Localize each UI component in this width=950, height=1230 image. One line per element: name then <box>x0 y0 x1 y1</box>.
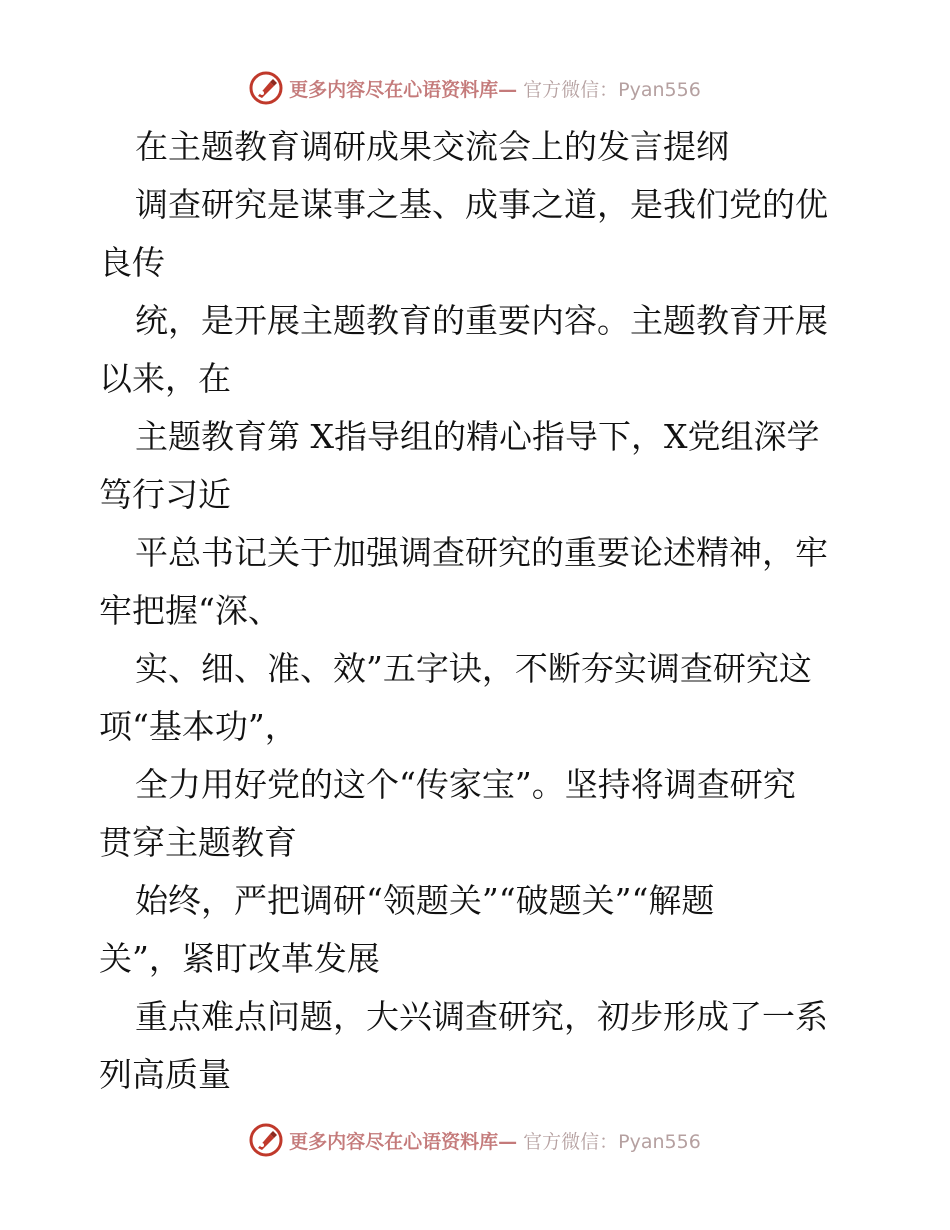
text-line: 重点难点问题，大兴调查研究，初步形成了一系 <box>135 997 828 1036</box>
pen-logo-icon <box>249 1123 283 1157</box>
text-line: 实、细、准、效”五字诀，不断夯实调查研究这 <box>135 649 812 688</box>
text-line: 以来，在 <box>99 359 231 398</box>
document-title: 在主题教育调研成果交流会上的发言提纲 <box>135 127 729 166</box>
text-line: 调查研究是谋事之基、成事之道，是我们党的优 <box>135 185 828 224</box>
text-line: 平总书记关于加强调查研究的重要论述精神，牢 <box>135 533 828 572</box>
header-watermark <box>0 70 950 106</box>
text-line: 全力用好党的这个“传家宝”。坚持将调查研究 <box>135 765 796 804</box>
footer-watermark <box>0 1122 950 1158</box>
text-line: 项“基本功”， <box>99 707 298 746</box>
watermark-wechat: 官方微信：Pyan556 <box>523 1130 701 1153</box>
text-line: 列高质量 <box>99 1055 231 1094</box>
text-line: 良传 <box>99 243 165 282</box>
text-line: 牢把握“深、 <box>99 591 281 630</box>
text-line: 笃行习近 <box>99 475 231 514</box>
text-line: 统，是开展主题教育的重要内容。主题教育开展 <box>135 301 828 340</box>
watermark-wechat: 官方微信：Pyan556 <box>523 78 701 101</box>
text-line: 贯穿主题教育 <box>99 823 297 862</box>
text-line: 始终，严把调研“领题关”“破题关”“解题 <box>135 881 715 920</box>
document-body <box>99 118 851 1104</box>
text-line: 主题教育第 X指导组的精心指导下，X党组深学 <box>135 417 820 456</box>
watermark-text: 更多内容尽在心语资料库— <box>289 78 518 101</box>
watermark-text: 更多内容尽在心语资料库— <box>289 1130 518 1153</box>
text-line: 关”，紧盯改革发展 <box>99 939 380 978</box>
pen-logo-icon <box>249 71 283 105</box>
